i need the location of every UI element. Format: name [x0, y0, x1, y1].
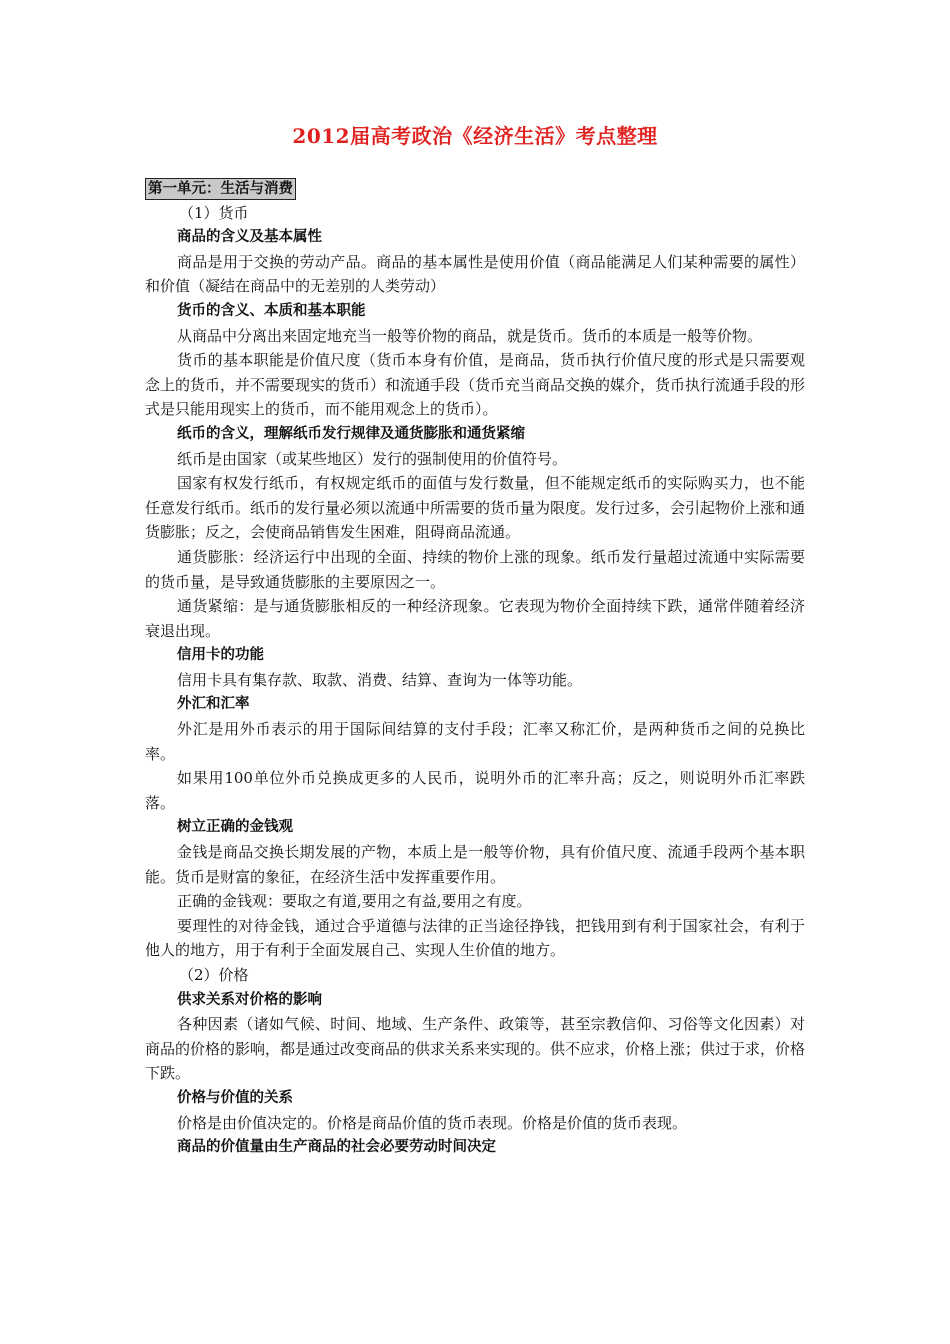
heading-money-view: 树立正确的金钱观: [177, 819, 293, 836]
paragraph-money-view-2: 正确的金钱观：要取之有道,要用之有益,要用之有度。: [177, 892, 532, 911]
paragraph-supply-demand: 各种因素（诸如气候、时间、地域、生产条件、政策等，甚至宗教信仰、习俗等文化因素）对商品的价格的影响，都是通过改变商品的供求关系来实现的。供不应求，价格上涨；供过于求，价格下跌。: [145, 1015, 806, 1083]
heading-paper-money: 纸币的含义，理解纸币发行规律及通货膨胀和通货紧缩: [177, 425, 525, 442]
heading-money: 货币的含义、本质和基本职能: [177, 302, 366, 319]
paragraph-money-view-3: 要理性的对待金钱，通过合乎道德与法律的正当途径挣钱，把钱用到有利于国家社会，有利于他人的地方，用于有利于全面发展自己、实现人生价值的地方。: [145, 916, 805, 960]
heading-credit-card: 信用卡的功能: [177, 647, 264, 664]
paragraph-paper-money-definition: 纸币是由国家（或某些地区）发行的强制使用的价值符号。: [177, 449, 568, 468]
paragraph-deflation: 通货紧缩：是与通货膨胀相反的一种经济现象。它表现为物价全面持续下跌，通常伴随着经济衰退出现。: [145, 597, 805, 640]
heading-foreign-exchange: 外汇和汇率: [177, 696, 250, 713]
paragraph-paper-money-issuance: 国家有权发行纸币，有权规定纸币的面值与发行数量，但不能规定纸币的实际购买力，也不能任意发行纸币。纸币的发行量必须以流通中所需要的货币量为限度。发行过多，会引起物价上涨和通货膨胀；反之，会使商品销售发生困难，阻碍商品流通。: [145, 474, 806, 542]
paragraph-money-view-1: 金钱是商品交换长期发展的产物，本质上是一般等价物，具有价值尺度、流通手段两个基本职能。货币是财富的象征，在经济生活中发挥重要作用。: [145, 843, 805, 886]
paragraph-commodity: 商品是用于交换的劳动产品。商品的基本属性是使用价值（商品能满足人们某种需要的属性）和价值（凝结在商品中的无差别的人类劳动）: [145, 252, 805, 296]
unit-heading: [145, 176, 805, 201]
heading-labor-time: 商品的价值量由生产商品的社会必要劳动时间决定: [177, 1139, 496, 1156]
paragraph-foreign-exchange: 外汇是用外币表示的用于国际间结算的支付手段；汇率又称汇价，是两种货币之间的兑换比率。: [145, 720, 805, 763]
paragraph-money-functions: 货币的基本职能是价值尺度（货币本身有价值，是商品，货币执行价值尺度的形式是只需要观念上的货币，并不需要现实的货币）和流通手段（货币充当商品交换的媒介，货币执行流通手段的形式是只能用现实上的货币，而不能用观念上的货币）。: [145, 351, 806, 419]
document-title: 2012届高考政治《经济生活》考点整理: [292, 124, 658, 148]
heading-supply-demand: 供求关系对价格的影响: [177, 991, 322, 1008]
paragraph-exchange-rate: 如果用100单位外币兑换成更多的人民币，说明外币的汇率升高；反之，则说明外币汇率跌落。: [145, 769, 805, 812]
heading-price-value: 价格与价值的关系: [177, 1089, 293, 1106]
section-heading-money: （1）货币: [179, 203, 249, 222]
paragraph-money-definition: 从商品中分离出来固定地充当一般等价物的商品，就是货币。货币的本质是一般等价物。: [177, 326, 763, 345]
paragraph-credit-card: 信用卡具有集存款、取款、消费、结算、查询为一体等功能。: [177, 670, 583, 689]
document-body: [145, 176, 805, 1160]
paragraph-price-value: 价格是由价值决定的。价格是商品价值的货币表现。价格是价值的货币表现。: [177, 1113, 688, 1132]
paragraph-inflation: 通货膨胀：经济运行中出现的全面、持续的物价上涨的现象。纸币发行量超过流通中实际需要的货币量，是导致通货膨胀的主要原因之一。: [145, 547, 805, 591]
section-heading-price: （2）价格: [179, 966, 249, 984]
unit-heading-text: 第一单元：生活与消费: [145, 178, 296, 200]
heading-commodity: 商品的含义及基本属性: [177, 229, 322, 246]
